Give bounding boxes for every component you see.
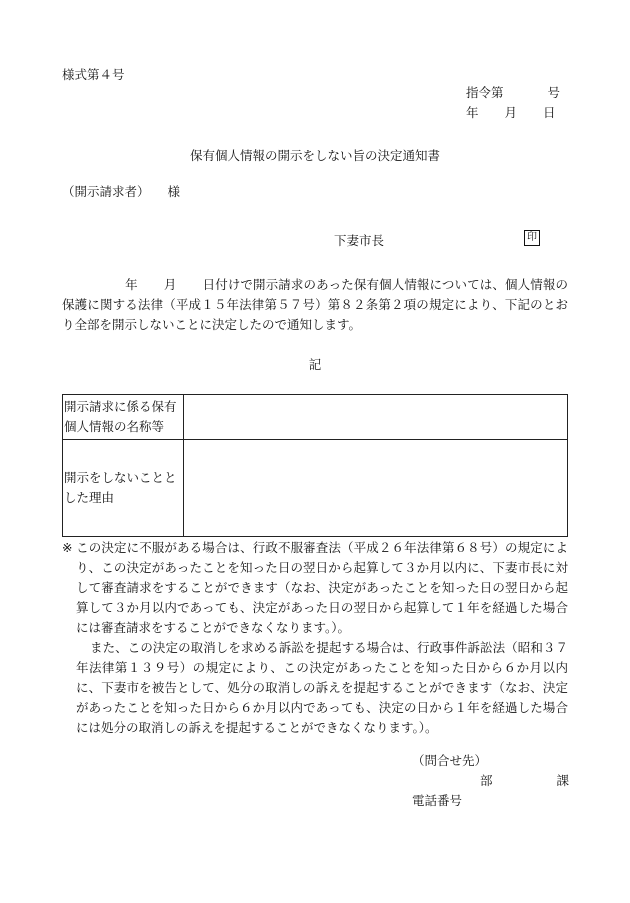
ki-heading: 記 [308,357,322,372]
contact-label: （問合せ先） [412,753,488,768]
issue-date [466,104,556,121]
info-table [62,394,568,537]
section-label: 課 [556,773,570,788]
notice-body [62,275,568,335]
reference-number [466,84,560,101]
date-day: 日 [543,105,556,120]
reason-value [184,440,568,537]
appeal-note-1 [62,538,568,638]
note-mark: ※ [62,540,73,555]
form-number: 様式第４号 [62,67,125,82]
addressee [62,183,180,200]
table-row [63,395,568,440]
appeal-notes [62,538,568,738]
appeal-note-2: また、この決定の取消しを求める訴訟を提起する場合は、行政事件訴訟法（昭和３７年法律第１３９号）の規定により、この決定があったことを知った日から６か月以内に、下妻市を被告として、処分の取消しの訴えを提起することができます（なお、決定があったことを知った日から６か月以内であっても、決定の日から１年を経過した場合には処分の取消しの訴えを提起することができなくなります。）。 [76,640,568,735]
date-month: 月 [504,105,518,120]
addressee-label: （開示請求者） [62,184,150,199]
reference-suffix: 号 [547,85,561,100]
table-row [63,440,568,537]
info-name-label: 開示請求に係る保有個人情報の名称等 [63,395,184,440]
body-month: 月 [163,277,177,292]
seal-mark: 印 [524,230,540,246]
reason-label: 開示をしないこととした理由 [63,440,184,537]
body-text: 日付けで開示請求のあった保有個人情報については、個人情報の保護に関する法律（平成１５年法律第５７号）第８２条第２項の規定により、下記のとおり全部を開示しないことに決定したので通知します。 [62,277,568,332]
addressee-honorific: 様 [167,184,181,199]
reference-prefix: 指令第 [466,85,504,100]
issuer-name: 下妻市長 [334,233,385,248]
date-year: 年 [466,105,479,120]
dept-label: 部 [480,773,493,788]
document-title: 保有個人情報の開示をしない旨の決定通知書 [189,148,440,163]
contact-department [480,772,569,789]
note-text: この決定に不服がある場合は、行政不服審査法（平成２６年法律第６８号）の規定により、この決定があったことを知った日の翌日から起算して３か月以内に、下妻市長に対して審査請求をすることができます（なお、決定があったことを知った日の翌日から起算して３か月以内であっても、決定があった日の翌日から起算して１年を経過した場合には審査請求をすることができなくなります。）。 [76,540,568,635]
body-year: 年 [125,277,138,292]
contact-phone: 電話番号 [412,793,463,808]
info-name-value [184,395,568,440]
